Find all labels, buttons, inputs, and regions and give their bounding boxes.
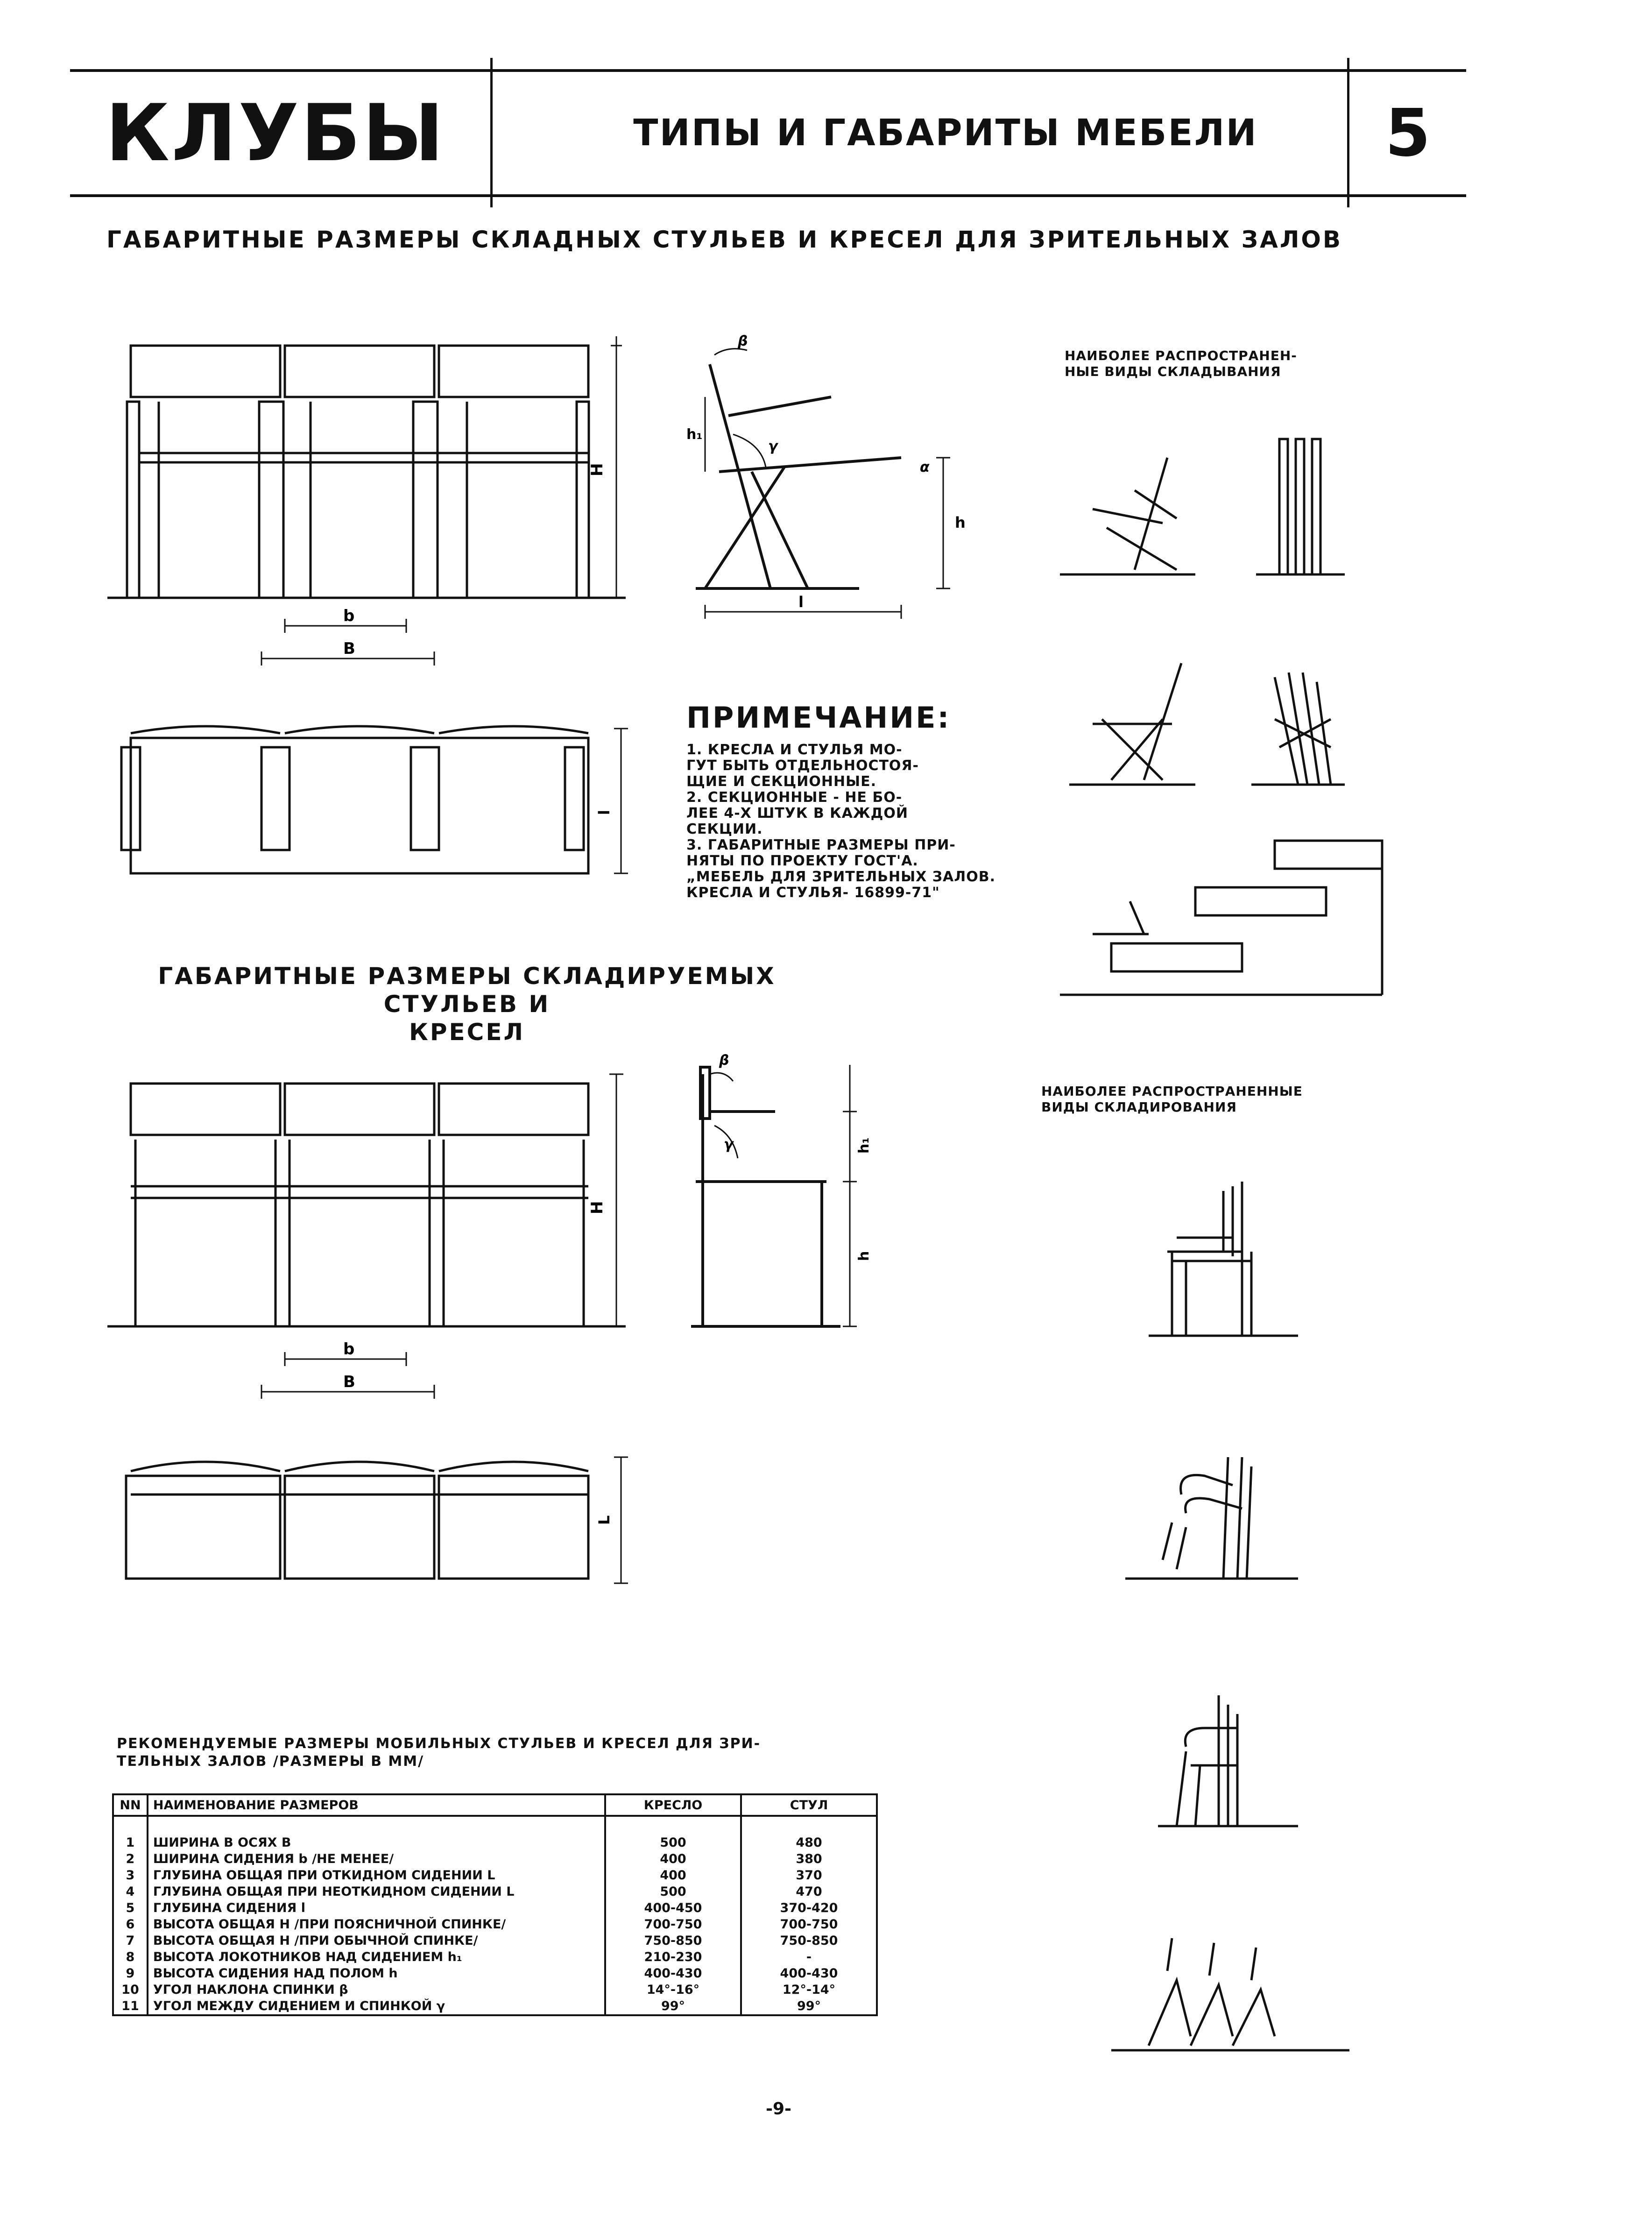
page-number: -9- bbox=[766, 2099, 791, 2118]
dim-label-l: l bbox=[798, 593, 804, 611]
col-header-chair: СТУЛ bbox=[741, 1794, 877, 1816]
note-line: 3. ГАБАРИТНЫЕ РАЗМЕРЫ ПРИ- bbox=[686, 837, 956, 853]
section-heading-stacking: ГАБАРИТНЫЕ РАЗМЕРЫ СКЛАДИРУЕМЫХ СТУЛЬЕВ И КРЕСЕЛ bbox=[158, 963, 776, 1046]
table-row: 10 УГОЛ НАКЛОНА СПИНКИ β 14°-16° 12°-14° bbox=[113, 1982, 877, 1998]
folding-chairs-front-elevation bbox=[98, 336, 658, 607]
note-line: 1. КРЕСЛА И СТУЛЬЯ МО- bbox=[686, 742, 903, 758]
angle-label-alpha: α bbox=[920, 459, 930, 475]
note-line: „МЕБЕЛЬ ДЛЯ ЗРИТЕЛЬНЫХ ЗАЛОВ. bbox=[686, 869, 995, 885]
stacking-types-illustrations bbox=[1111, 1168, 1373, 2102]
note-line: ЛЕЕ 4-Х ШТУК В КАЖДОЙ bbox=[686, 805, 908, 822]
dim-label-b: b bbox=[343, 607, 355, 625]
angle-label-beta: β bbox=[719, 1052, 729, 1069]
note-line: ГУТ БЫТЬ ОТДЕЛЬНОСТОЯ- bbox=[686, 758, 919, 774]
table-row: 7 ВЫСОТА ОБЩАЯ H /ПРИ ОБЫЧНОЙ СПИНКЕ/ 750-850 750-850 bbox=[113, 1933, 877, 1949]
table-row: 4 ГЛУБИНА ОБЩАЯ ПРИ НЕОТКИДНОМ СИДЕНИИ L 500 470 bbox=[113, 1884, 877, 1900]
table-row: 8 ВЫСОТА ЛОКОТНИКОВ НАД СИДЕНИЕМ h₁ 210-230 - bbox=[113, 1949, 877, 1965]
table-row: 11 УГОЛ МЕЖДУ СИДЕНИЕМ И СПИНКОЙ γ 99° 99° bbox=[113, 1998, 877, 2015]
dim-label-B: B bbox=[343, 639, 355, 658]
dim-label-H: H bbox=[588, 1201, 607, 1214]
page-subject: ТИПЫ И ГАБАРИТЫ МЕБЕЛИ bbox=[633, 112, 1258, 154]
sheet-number: 5 bbox=[1385, 95, 1431, 171]
col-header-name: НАИМЕНОВАНИЕ РАЗМЕРОВ bbox=[148, 1794, 605, 1816]
dim-label-b: b bbox=[343, 1340, 355, 1359]
note-line: 2. СЕКЦИОННЫЕ - НЕ БО- bbox=[686, 789, 903, 806]
dim-label-L: l bbox=[595, 810, 613, 815]
note-block bbox=[686, 701, 1023, 901]
stacking-chairs-plan-view bbox=[103, 1443, 663, 1597]
folding-types-illustrations bbox=[1055, 420, 1410, 1009]
note-title: ПРИМЕЧАНИЕ: bbox=[686, 701, 951, 735]
table-row: 9 ВЫСОТА СИДЕНИЯ НАД ПОЛОМ h 400-430 400-430 bbox=[113, 1965, 877, 1982]
note-line: ЩИЕ И СЕКЦИОННЫЕ. bbox=[686, 773, 877, 790]
dim-label-h: h bbox=[856, 1251, 872, 1261]
table-caption: РЕКОМЕНДУЕМЫЕ РАЗМЕРЫ МОБИЛЬНЫХ СТУЛЬЕВ И КРЕСЕЛ ДЛЯ ЗРИ- ТЕЛЬНЫХ ЗАЛОВ /РАЗМЕРЫ В ММ/ bbox=[117, 1735, 761, 1770]
page-header bbox=[70, 69, 1466, 197]
note-items bbox=[686, 742, 1023, 901]
dimensions-table bbox=[112, 1793, 878, 2016]
dim-label-h1: h₁ bbox=[686, 426, 703, 443]
dim-label-H: H bbox=[588, 463, 607, 476]
note-line: СЕКЦИИ. bbox=[686, 821, 763, 837]
table-header-row bbox=[113, 1794, 877, 1816]
dim-label-L: L bbox=[595, 1515, 613, 1525]
stacking-chair-side-view bbox=[682, 1052, 906, 1345]
angle-label-gamma: γ bbox=[768, 438, 778, 454]
stacking-types-caption: НАИБОЛЕЕ РАСПРОСТРАНЕННЫЕ ВИДЫ СКЛАДИРОВАНИЯ bbox=[1041, 1084, 1303, 1115]
folding-chairs-plan-view bbox=[103, 710, 663, 897]
angle-label-beta: β bbox=[738, 333, 748, 349]
dim-width-b-B bbox=[252, 1340, 448, 1406]
dim-width-b-B bbox=[252, 607, 448, 673]
stacking-chairs-front-elevation bbox=[98, 1060, 658, 1340]
folding-types-caption: НАИБОЛЕЕ РАСПРОСТРАНЕН- НЫЕ ВИДЫ СКЛАДЫВАНИЯ bbox=[1065, 348, 1297, 379]
dim-label-h1: h₁ bbox=[856, 1137, 872, 1154]
table-row: 6 ВЫСОТА ОБЩАЯ H /ПРИ ПОЯСНИЧНОЙ СПИНКЕ/ 700-750 700-750 bbox=[113, 1916, 877, 1933]
table-row: 1 ШИРИНА В ОСЯХ B 500 480 bbox=[113, 1835, 877, 1851]
col-header-armchair: КРЕСЛО bbox=[605, 1794, 741, 1816]
table-row: 3 ГЛУБИНА ОБЩАЯ ПРИ ОТКИДНОМ СИДЕНИИ L 400 370 bbox=[113, 1867, 877, 1884]
dim-label-B: B bbox=[343, 1373, 355, 1391]
table-row: 5 ГЛУБИНА СИДЕНИЯ l 400-450 370-420 bbox=[113, 1900, 877, 1916]
angle-label-gamma: γ bbox=[724, 1136, 734, 1153]
note-line: НЯТЫ ПО ПРОЕКТУ ГОСТ'А. bbox=[686, 853, 918, 869]
section-heading-folding: ГАБАРИТНЫЕ РАЗМЕРЫ СКЛАДНЫХ СТУЛЬЕВ И КРЕСЕЛ ДЛЯ ЗРИТЕЛЬНЫХ ЗАЛОВ bbox=[106, 226, 1342, 253]
table-row: 2 ШИРИНА СИДЕНИЯ b /НЕ МЕНЕЕ/ 400 380 bbox=[113, 1851, 877, 1867]
page-title: КЛУБЫ bbox=[105, 87, 446, 179]
note-line: КРЕСЛА И СТУЛЬЯ- 16899-71" bbox=[686, 885, 940, 901]
dim-label-h: h bbox=[955, 514, 966, 531]
folding-chair-side-view bbox=[677, 327, 967, 635]
col-header-number: NN bbox=[113, 1794, 148, 1816]
